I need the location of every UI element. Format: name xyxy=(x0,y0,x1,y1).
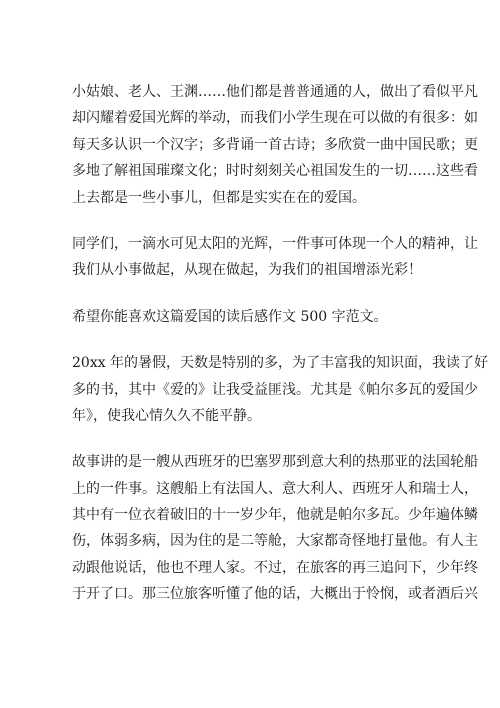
text-line: 希望你能喜欢这篇爱国的读后感作文 500 字范文。 xyxy=(72,308,388,325)
paragraph-gap xyxy=(72,429,432,449)
text-line: 小姑娘、老人、王渊……他们都是普普通通的人，做出了看似平凡 xyxy=(72,84,478,100)
text-line: 多的书，其中《爱的》让我受益匪浅。尤其是《帕尔多瓦的爱国少 xyxy=(72,381,478,398)
text-line: 我们从小事做起，从现在做起，为我们的祖国增添光彩！ xyxy=(72,262,422,279)
text-line: 却闪耀着爱国光辉的举动，而我们小学生现在可以做的有很多：如 xyxy=(72,110,478,127)
paragraph-summer-reading xyxy=(72,350,489,429)
text-line: 上的一件事。这艘船上有法国人、意大利人、西班牙人和瑞士人， xyxy=(72,480,478,497)
text-line: 动跟他说话，他也不理人家。不过，在旅客的再三追问下，少年终 xyxy=(72,559,478,576)
text-line: 同学们，一滴水可见太阳的光辉，一件事可体现一个人的精神，让 xyxy=(72,235,478,252)
text-line: 每天多认识一个汉字；多背诵一首古诗；多欣赏一曲中国民歌；更 xyxy=(72,136,478,153)
paragraph-everyday-patriotism xyxy=(72,79,478,211)
paragraph-gap xyxy=(72,211,432,231)
document-body xyxy=(72,79,489,608)
text-line: 伤，体弱多病，因为住的是二等舱，大家都奇怪地打量他。有人主 xyxy=(72,533,478,550)
text-line: 20xx 年的暑假，天数是特别的多，为了丰富我的知识面，我读了好 xyxy=(72,355,489,372)
paragraph-gap xyxy=(72,284,432,304)
text-line: 其中有一位衣着破旧的十一岁少年，他就是帕尔多瓦。少年遍体鳞 xyxy=(72,507,478,524)
text-line: 上去都是一些小事儿，但都是实实在在的爱国。 xyxy=(72,189,366,206)
text-line: 于开了口。那三位旅客听懂了他的话，大概出于怜悯，或者酒后兴 xyxy=(72,586,478,603)
text-line: 故事讲的是一艘从西班牙的巴塞罗那到意大利的热那亚的法国轮船 xyxy=(72,454,478,471)
paragraph-closing-wish xyxy=(72,304,432,330)
paragraph-story-summary xyxy=(72,449,478,607)
paragraph-call-to-action xyxy=(72,231,478,284)
text-line: 多地了解祖国璀璨文化；时时刻刻关心祖国发生的一切……这些看 xyxy=(72,163,478,180)
text-line: 年》，使我心情久久不能平静。 xyxy=(72,407,261,424)
paragraph-gap xyxy=(72,330,432,350)
